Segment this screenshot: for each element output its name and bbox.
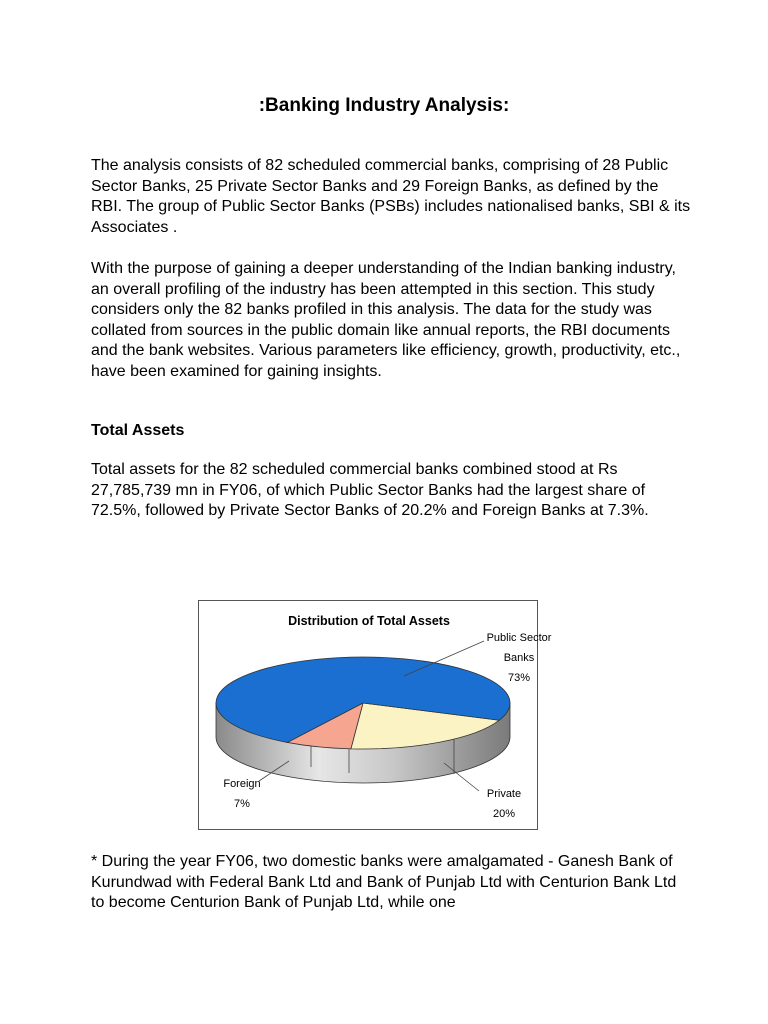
pie-chart	[199, 601, 552, 829]
chart-title: Distribution of Total Assets	[288, 614, 450, 628]
pie-slices	[216, 657, 510, 749]
label-foreign-percent: 7%	[234, 798, 250, 810]
page-title: :Banking Industry Analysis:	[258, 95, 510, 116]
intro-paragraph: The analysis consists of 82 scheduled commercial banks, comprising of 28 Public Sector Banks, 25 Private Sector Banks and 29 Foreign Banks, as defined by the RBI. The group of Public Sector Banks (PSBs) includes nationalised banks, SBI & its Associates .	[91, 157, 691, 236]
pie-chart-frame	[198, 600, 552, 830]
total-assets-paragraph: Total assets for the 82 scheduled commercial banks combined stood at Rs 27,785,739 mn in FY06, of which Public Sector Banks had the largest share of 72.5%, followed by Private Sector Banks of 20.2% and Foreign Banks at 7.3%.	[91, 461, 649, 519]
label-public-percent: 73%	[507, 672, 531, 684]
footnote-paragraph: * During the year FY06, two domestic banks were amalgamated - Ganesh Bank of Kurundwad with Federal Bank Ltd and Bank of Punjab Ltd with Centurion Bank Ltd to become Centurion Bank of Punjab Ltd, while one	[91, 853, 677, 911]
label-foreign: Foreign	[223, 778, 261, 790]
label-private-percent: 20%	[492, 808, 516, 820]
label-public-banks: Banks	[503, 652, 535, 664]
label-public-sector: Public Sector	[486, 632, 552, 644]
section-heading-total-assets: Total Assets	[91, 422, 185, 439]
purpose-paragraph: With the purpose of gaining a deeper understanding of the Indian banking industry, an overall profiling of the industry has been attempted in this section. This study considers only the 82 banks profiled in this analysis. The data for the study was collated from sources in the public domain like annual reports, the RBI documents and the bank websites. Various parameters like efficiency, growth, productivity, etc., have been examined for gaining insights.	[91, 260, 681, 380]
label-private: Private	[486, 788, 522, 800]
